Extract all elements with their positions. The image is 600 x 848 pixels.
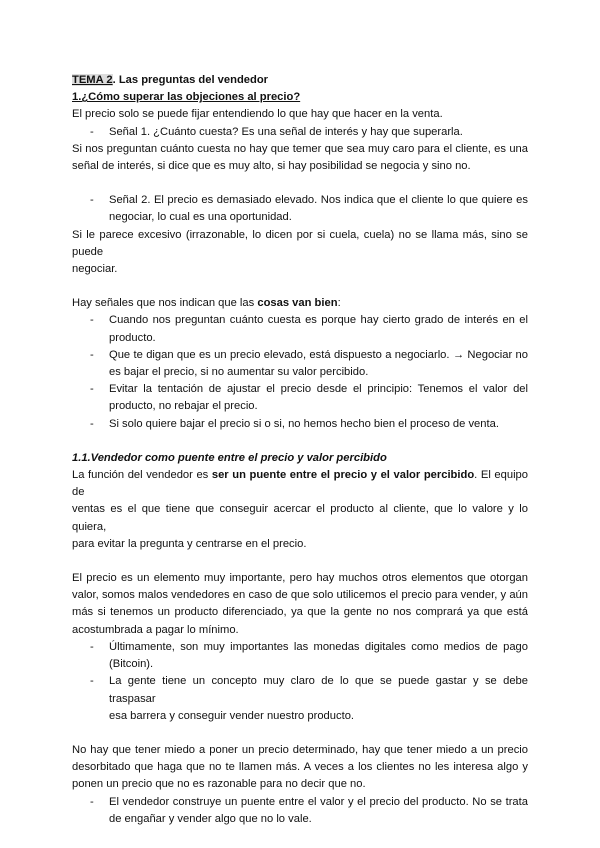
- bullet-text-line-2: producto.: [109, 331, 156, 344]
- bullet-text-line-1: Últimamente, son muy importantes las monedas digitales como medios de pago: [109, 640, 528, 653]
- bullet-text-line-1: La gente tiene un concepto muy claro de lo que se puede gastar y se debe traspasar: [109, 675, 528, 705]
- bullet-text: Señal 1. ¿Cuánto cuesta? Es una señal de interés y hay que superarla.: [109, 125, 463, 138]
- bullet-dash: -: [90, 795, 94, 808]
- bold-run: cosas van bien: [257, 297, 338, 310]
- paragraph-7-line-3: ponen un precio que no es razonable para no decir que no.: [72, 778, 366, 791]
- topic-label: TEMA 2: [72, 74, 113, 86]
- paragraph-5-line-2: ventas es el que tiene que conseguir acercar el producto al cliente, que lo valore y lo quiera,: [72, 503, 528, 533]
- bullet-text-line-1: El vendedor construye un puente entre el valor y el precio del producto. No se trata: [109, 795, 528, 808]
- bullet-text-line-1: Cuando nos preguntan cuánto cuesta es porque hay cierto grado de interés en el: [109, 314, 528, 327]
- bullet-dash: -: [90, 675, 94, 688]
- text-run: :: [337, 297, 341, 310]
- bullet-good-signs-4: [72, 416, 528, 433]
- paragraph-1: El precio solo se puede fijar entendiendo lo que hay que hacer en la venta.: [72, 108, 443, 121]
- paragraph-7-line-1: No hay que tener miedo a poner un precio determinado, hay que tener miedo a un precio: [72, 743, 528, 756]
- bullet-dash: -: [90, 640, 94, 653]
- paragraph-2-line-1: Si nos preguntan cuánto cuesta no hay que temer que sea muy caro para el cliente, es una: [72, 142, 528, 155]
- bullet-digital-currency: [72, 639, 528, 673]
- bullet-signal-1: [72, 124, 528, 141]
- paragraph-5-line-1: [72, 467, 528, 501]
- paragraph-5-line-3: para evitar la pregunta y centrarse en el precio.: [72, 537, 307, 550]
- bullet-dash: -: [90, 417, 94, 430]
- bullet-dash: -: [90, 194, 94, 207]
- bullet-text-line-1: Si solo quiere bajar el precio si o si, no hemos hecho bien el proceso de venta.: [109, 417, 499, 430]
- bullet-text-line-2: de engañar y vender algo que no lo vale.: [109, 812, 312, 825]
- bullet-signal-2: [72, 192, 528, 226]
- bullet-good-signs-3: [72, 381, 528, 415]
- paragraph-6-line-2: valor, somos malos vendedores en caso de que solo utilicemos el precio para vender, y aún: [72, 589, 528, 602]
- bullet-text-line-1: Señal 2. El precio es demasiado elevado. Nos indica que el cliente lo que quiere es: [109, 194, 528, 207]
- paragraph-7-line-2: desorbitado que haga que no te llamen más. A veces a los clientes no les interesa algo y: [72, 761, 528, 774]
- section-1-title: 1.¿Cómo superar las objeciones al precio?: [72, 91, 301, 104]
- bold-run: ser un puente entre el precio y el valor percibido: [211, 469, 475, 482]
- bullet-text-line-2: es bajar el precio, si no aumentar su valor percibido.: [109, 366, 369, 379]
- topic-title: . Las preguntas del vendedor: [112, 74, 269, 86]
- bullet-text-line-2: producto, no rebajar el precio.: [109, 400, 258, 413]
- text-run: La función del vendedor es: [72, 469, 212, 482]
- paragraph-6-line-4: acostumbrada a pagar lo mínimo.: [72, 623, 239, 636]
- bullet-dash: -: [90, 125, 94, 138]
- bullet-text-line-2: negociar, lo cual es una oportunidad.: [109, 211, 292, 224]
- section-1-1-title: 1.1.Vendedor como puente entre el precio y valor percibido: [72, 451, 387, 464]
- paragraph-3-line-2: negociar.: [72, 263, 118, 276]
- text-run: Hay señales que nos indican que las: [72, 297, 258, 310]
- paragraph-6-line-1: El precio es un elemento muy importante, pero hay muchos otros elementos que otorgan: [72, 572, 528, 585]
- bullet-good-signs-2: [72, 347, 528, 381]
- bullet-seller-bridge: [72, 794, 528, 828]
- bullet-dash: -: [90, 383, 94, 396]
- paragraph-2-line-2: señal de interés, si dice que es muy alto, si hay posibilidad se negocia y sino no.: [72, 160, 471, 173]
- paragraph-6-line-3: más si tenemos un producto diferenciado, ya que la gente no nos comprará ya que está: [72, 606, 528, 619]
- document-page: [72, 72, 528, 828]
- bullet-dash: -: [90, 314, 94, 327]
- paragraph-4: [72, 295, 528, 312]
- bullet-text-line-1: Evitar la tentación de ajustar el precio desde el principio: Tenemos el valor del: [109, 383, 528, 396]
- bullet-text-line-1: Que te digan que es un precio elevado, está dispuesto a negociarlo. → Negociar no: [109, 348, 528, 361]
- bullet-dash: -: [90, 348, 94, 361]
- topic-heading: [72, 72, 528, 89]
- paragraph-3-line-1: Si le parece excesivo (irrazonable, lo dicen por si cuela, cuela) no se llama más, sino se puede: [72, 228, 528, 258]
- bullet-good-signs-1: [72, 312, 528, 346]
- bullet-text-line-2: (Bitcoin).: [109, 658, 154, 671]
- bullet-text-line-2: esa barrera y conseguir vender nuestro producto.: [109, 709, 355, 722]
- text-run: . El equipo de: [72, 469, 528, 499]
- bullet-spending-barrier: [72, 673, 528, 725]
